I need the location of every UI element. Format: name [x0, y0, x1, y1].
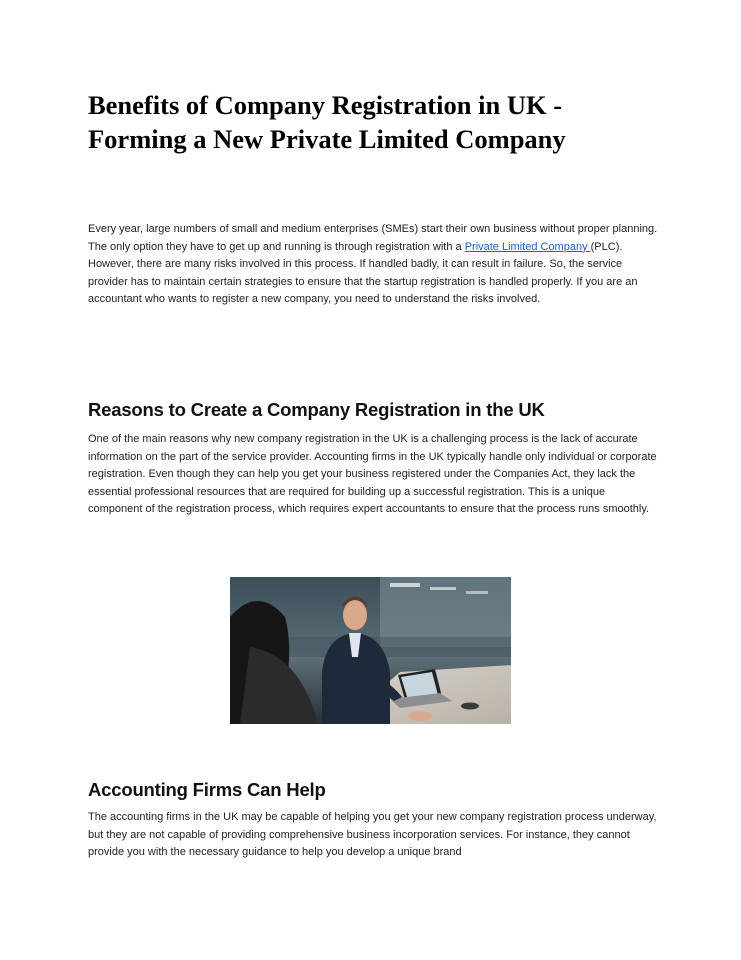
section-body-accounting-firms: The accounting firms in the UK may be capable of helping you get your new company registration process underway, but they are not capable of providing comprehensive business incorporation services. For instance, they cannot provide you with the necessary guidance to help you develop a unique brand [88, 811, 657, 859]
page-title: Benefits of Company Registration in UK - Forming a New Private Limited Company [88, 90, 566, 154]
intro-text-after-link: (PLC). However, there are many risks involved in this process. If handled badly, it can result in failure. So, the service provider has to maintain certain strategies to ensure that the startup registration is handled properly. If you are an accountant who wants to register a new company, you need to understand the risks involved. [88, 240, 638, 306]
business-meeting-photo [230, 577, 511, 724]
section-heading-reasons: Reasons to Create a Company Registration in the UK [88, 399, 545, 420]
private-limited-company-link[interactable]: Private Limited Company [464, 240, 591, 253]
intro-paragraph [88, 221, 658, 309]
photo-illustration [230, 577, 511, 724]
intro-text-before-link: Every year, large numbers of small and medium enterprises (SMEs) start their own business without proper planning. The only option they have to get up and running is through registration with a [88, 223, 658, 253]
section-body-reasons: One of the main reasons why new company registration in the UK is a challenging process is the lack of accurate information on the part of the service provider. Accounting firms in the UK typically handle only individual or corporate registration. Even though they can help you get your business registered under the Companies Act, they lack the essential professional resources that are required for building up a successful registration. This is a unique component of the registration process, which requires expert accountants to ensure that the process runs smoothly. [88, 433, 657, 516]
section-heading-accounting-firms: Accounting Firms Can Help [88, 779, 326, 800]
